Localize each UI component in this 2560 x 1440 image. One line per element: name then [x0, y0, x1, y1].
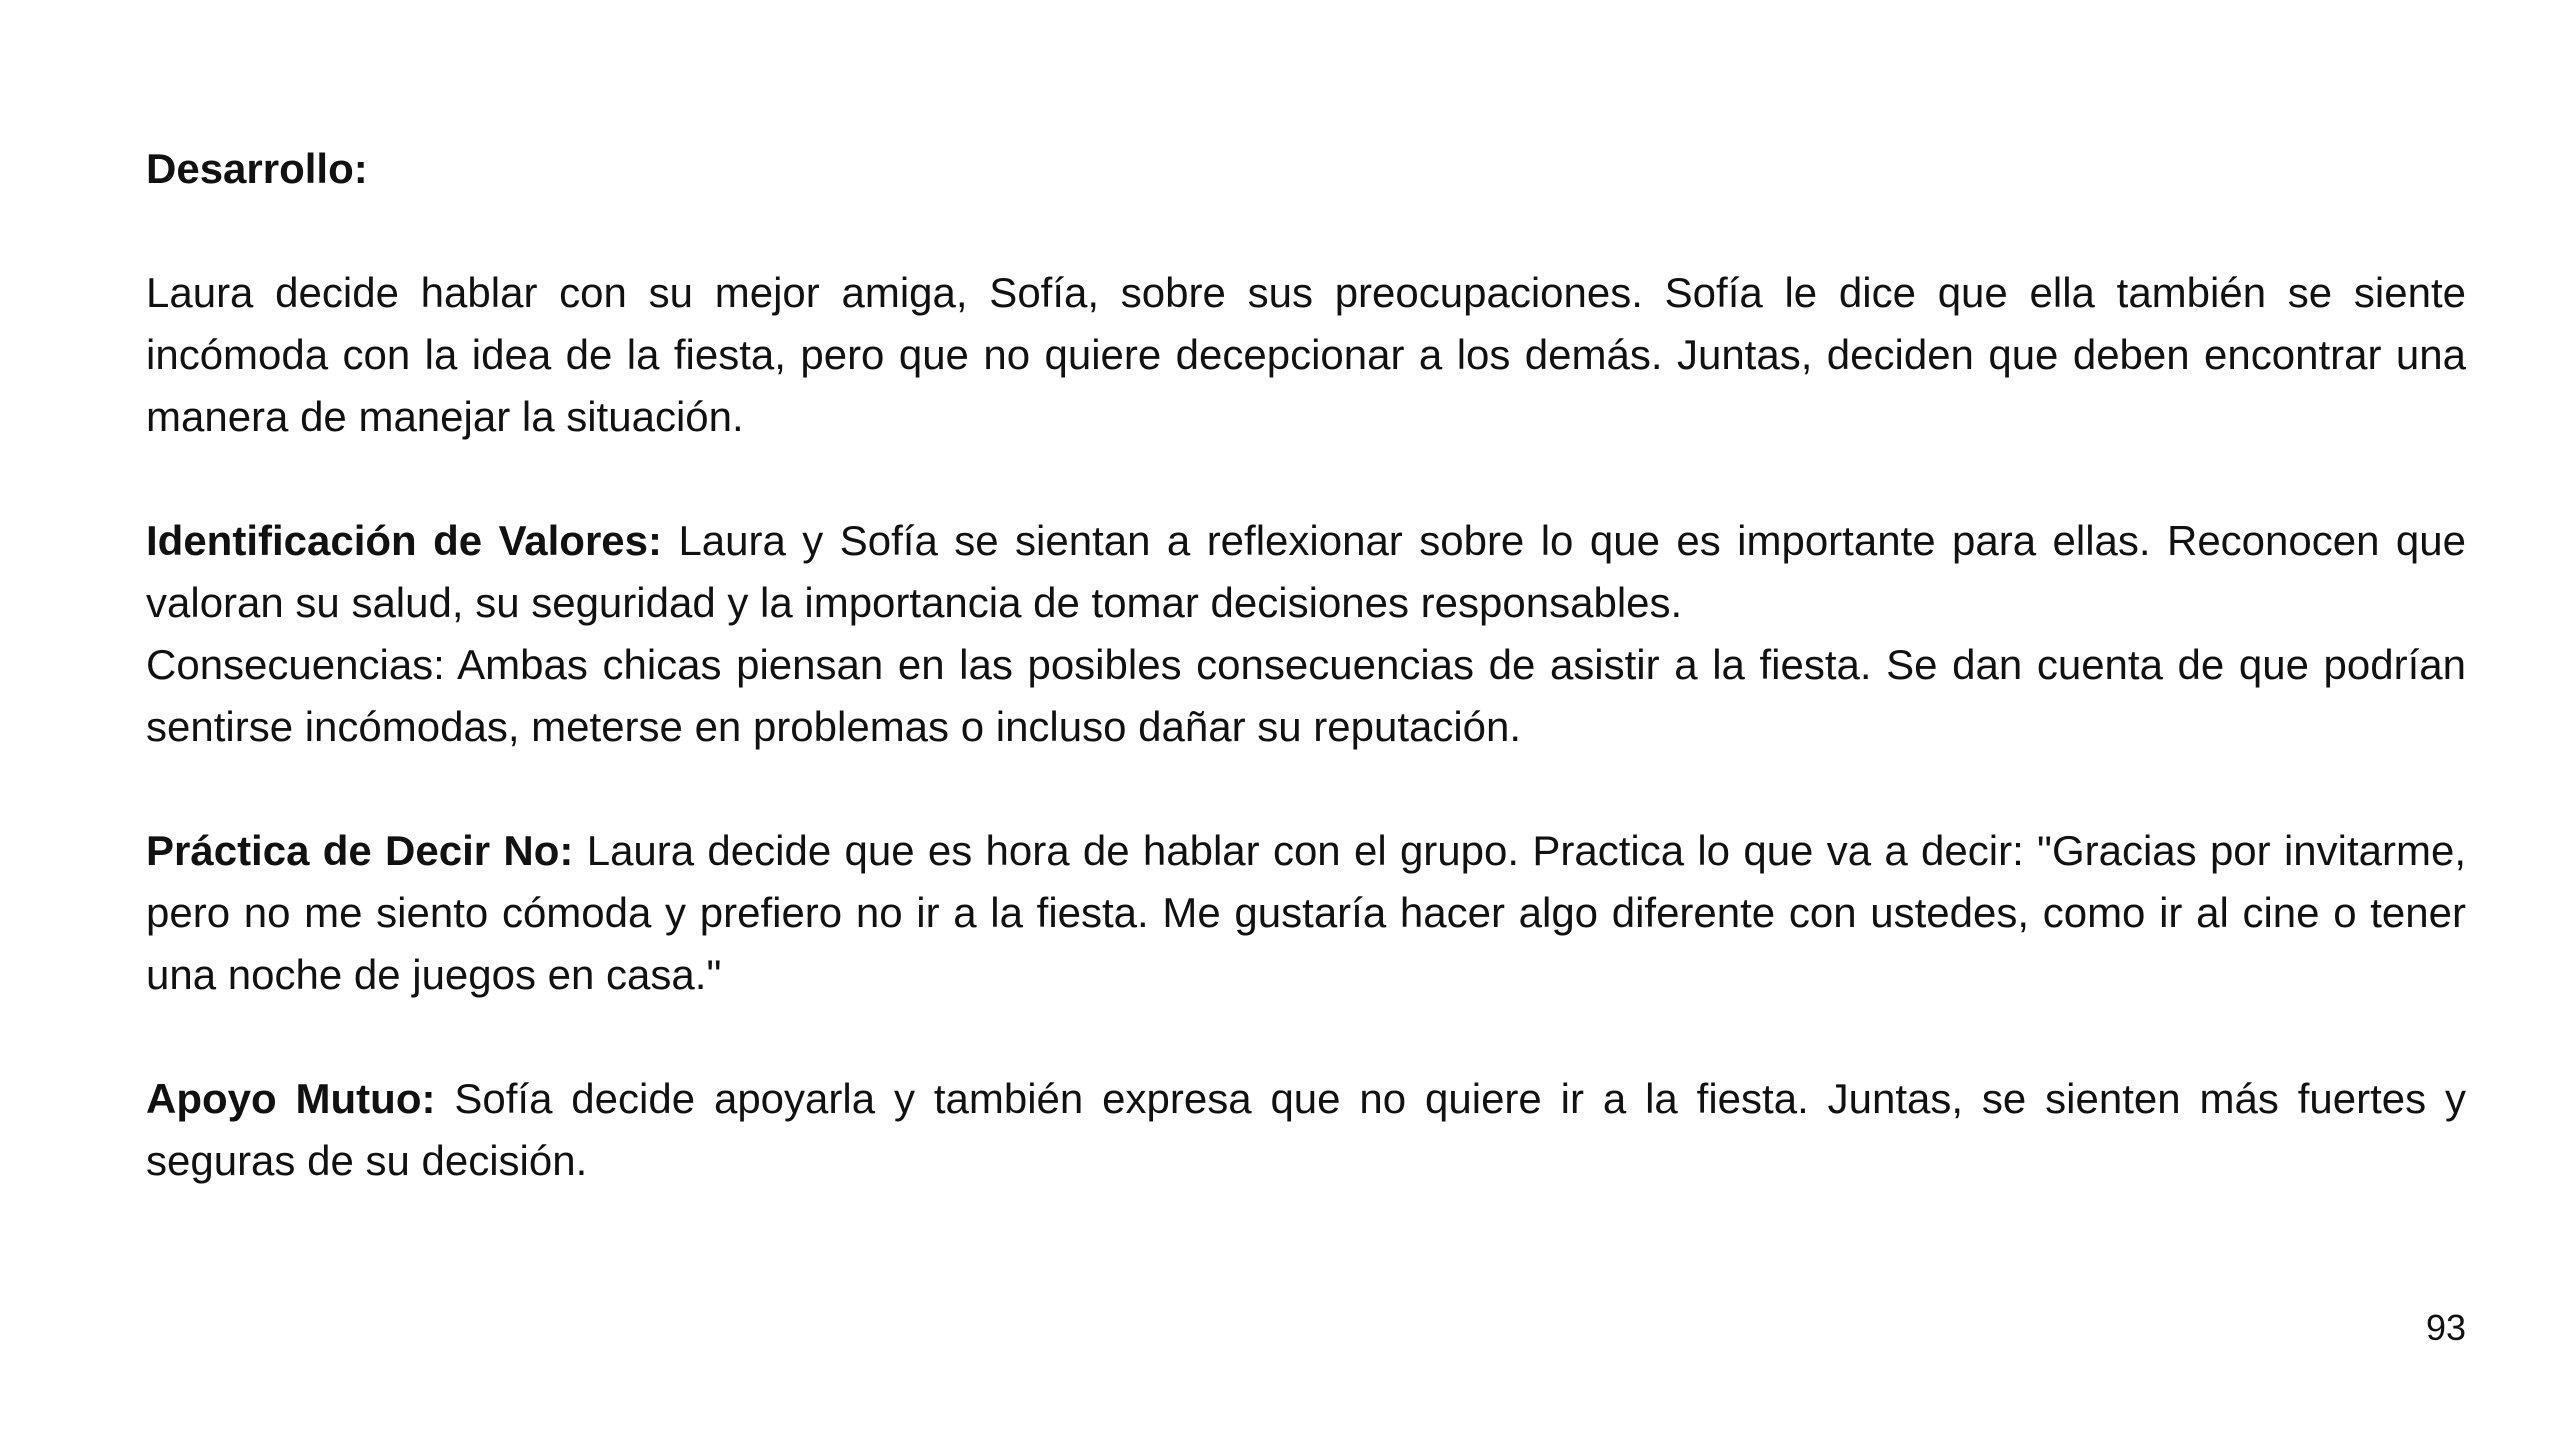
page-number: 93: [2425, 1307, 2466, 1348]
paragraph-lead: Identificación de Valores:: [146, 517, 663, 564]
paragraph-text: Laura decide hablar con su mejor amiga, Sofía, sobre sus preocupaciones. Sofía le dice que ella también se siente incómoda con la idea de la fiesta, pero que no quiere decepcionar a los demás. Juntas, deciden que deben encontrar una manera de manejar la situación.: [146, 269, 2466, 440]
document-body: [146, 138, 2466, 1192]
section-heading: Desarrollo:: [146, 145, 368, 192]
paragraph-lead: Práctica de Decir No:: [146, 827, 574, 874]
paragraph-text: Laura decide que es hora de hablar con el grupo. Practica lo que va a decir: "Gracias por invitarme, pero no me siento cómoda y prefiero no ir a la fiesta. Me gustaría hacer algo diferente con ustedes, como ir al cine o tener una noche de juegos en casa.": [146, 827, 2466, 998]
paragraph-consecuencias: [146, 634, 2466, 758]
paragraph-intro: [146, 262, 2466, 448]
paragraph-lead: Apoyo Mutuo:: [146, 1075, 436, 1122]
paragraph-text: Laura y Sofía se sientan a reflexionar sobre lo que es importante para ellas. Reconocen que valoran su salud, su seguridad y la importancia de tomar decisiones responsables.: [146, 517, 2466, 626]
paragraph-apoyo: [146, 1068, 2466, 1192]
paragraph-valores: [146, 510, 2466, 634]
paragraph-text: Consecuencias: Ambas chicas piensan en las posibles consecuencias de asistir a la fiesta. Se dan cuenta de que podrían sentirse incómodas, meterse en problemas o incluso dañar su reputación.: [146, 641, 2466, 750]
paragraph-decir-no: [146, 820, 2466, 1006]
paragraph-text: Sofía decide apoyarla y también expresa que no quiere ir a la fiesta. Juntas, se sienten más fuertes y seguras de su decisión.: [146, 1075, 2466, 1184]
